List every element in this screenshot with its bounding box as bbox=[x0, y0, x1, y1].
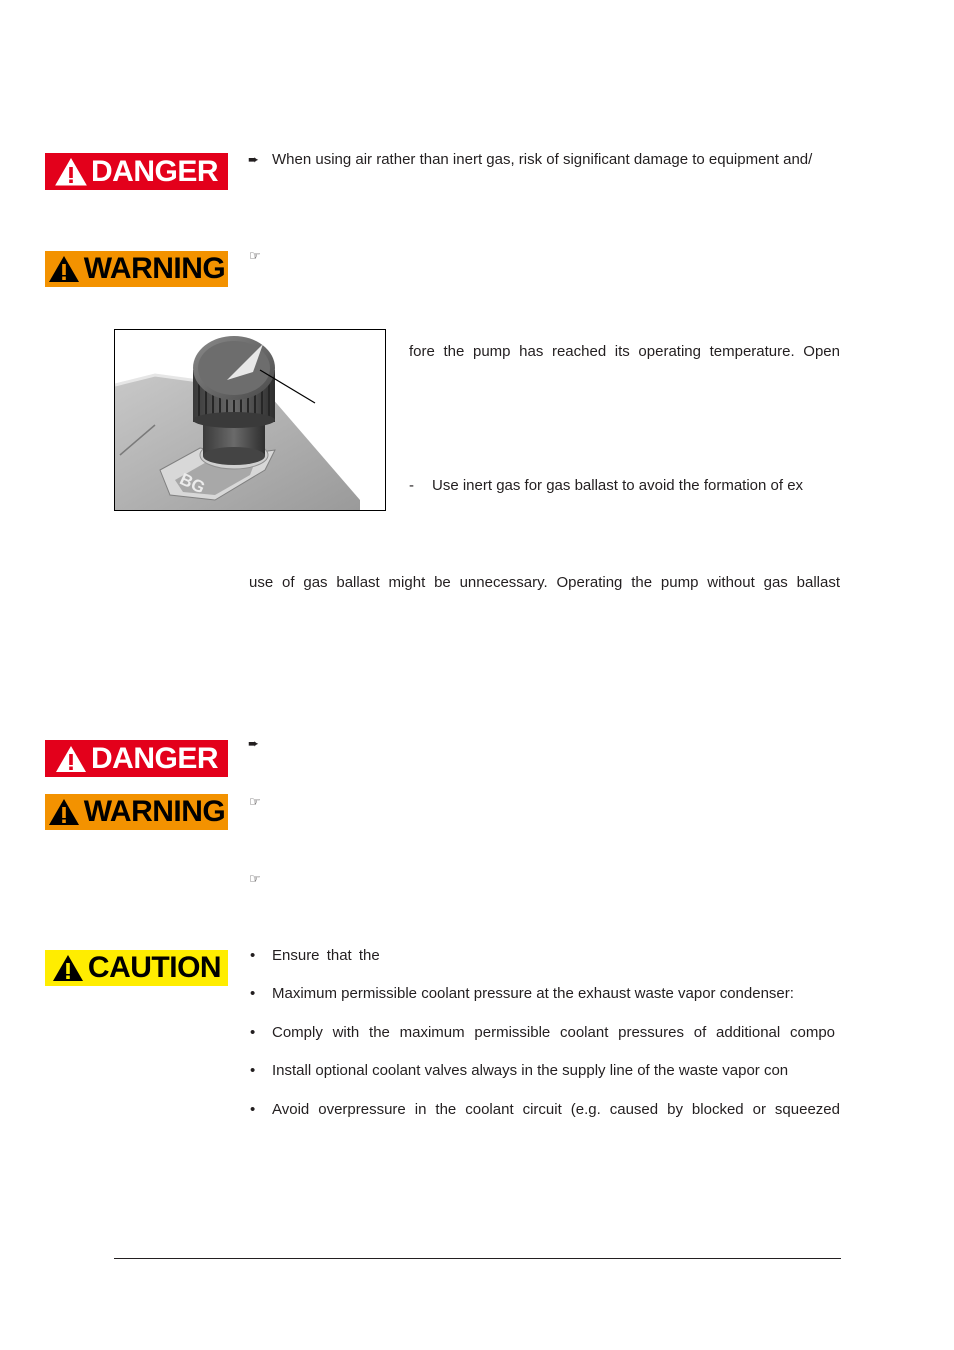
bullet-marker: • bbox=[250, 985, 256, 1002]
figure-text-line-1: fore the pump has reached its operating temperature. Open bbox=[409, 343, 840, 360]
paragraph-line-1: use of gas ballast might be unnecessary. Operating the pump without gas ballast bbox=[249, 574, 840, 591]
dash-marker: - bbox=[409, 477, 414, 494]
caution-badge bbox=[45, 950, 228, 986]
warning-triangle-icon bbox=[48, 798, 80, 826]
warning-label: WARNING bbox=[83, 252, 226, 285]
warning-badge bbox=[45, 794, 228, 830]
danger-badge bbox=[45, 153, 228, 190]
pointing-hand-icon: ☞ bbox=[249, 871, 261, 886]
warning-triangle-icon bbox=[55, 745, 87, 773]
danger-label: DANGER bbox=[90, 741, 218, 775]
caution-item-5: Avoid overpressure in the coolant circuit (e.g. caused by blocked or squeezed bbox=[272, 1101, 840, 1118]
warning-triangle-icon bbox=[55, 158, 87, 186]
figure-text-line-2: Use inert gas for gas ballast to avoid the formation of ex bbox=[432, 477, 804, 494]
bullet-marker: • bbox=[250, 947, 256, 964]
danger-badge bbox=[45, 740, 228, 777]
caution-label: CAUTION bbox=[87, 951, 222, 984]
bullet-marker: • bbox=[250, 1062, 256, 1079]
warning-triangle-icon bbox=[52, 954, 84, 982]
bullet-marker: • bbox=[250, 1101, 256, 1118]
danger-text: When using air rather than inert gas, risk of significant damage to equipment and/ bbox=[272, 151, 813, 168]
caution-item-3: Comply with the maximum permissible coolant pressures of additional compo bbox=[272, 1024, 835, 1041]
warning-label: WARNING bbox=[83, 795, 226, 828]
bg-label: BG bbox=[176, 469, 209, 498]
arrow-icon: ➨ bbox=[248, 152, 259, 167]
pointing-hand-icon: ☞ bbox=[249, 794, 261, 809]
pointing-hand-icon: ☞ bbox=[249, 248, 261, 263]
caution-item-1: Ensure that the bbox=[272, 947, 380, 964]
warning-badge bbox=[45, 251, 228, 287]
warning-triangle-icon bbox=[48, 255, 80, 283]
gas-ballast-knob-illustration bbox=[115, 330, 385, 510]
footer-divider bbox=[114, 1258, 841, 1259]
gas-ballast-figure bbox=[114, 329, 386, 511]
caution-item-4: Install optional coolant valves always in the supply line of the waste vapor con bbox=[272, 1062, 789, 1079]
caution-item-2: Maximum permissible coolant pressure at the exhaust waste vapor condenser: bbox=[272, 985, 794, 1002]
bullet-marker: • bbox=[250, 1024, 256, 1041]
danger-label: DANGER bbox=[90, 154, 218, 188]
arrow-icon: ➨ bbox=[248, 736, 259, 751]
